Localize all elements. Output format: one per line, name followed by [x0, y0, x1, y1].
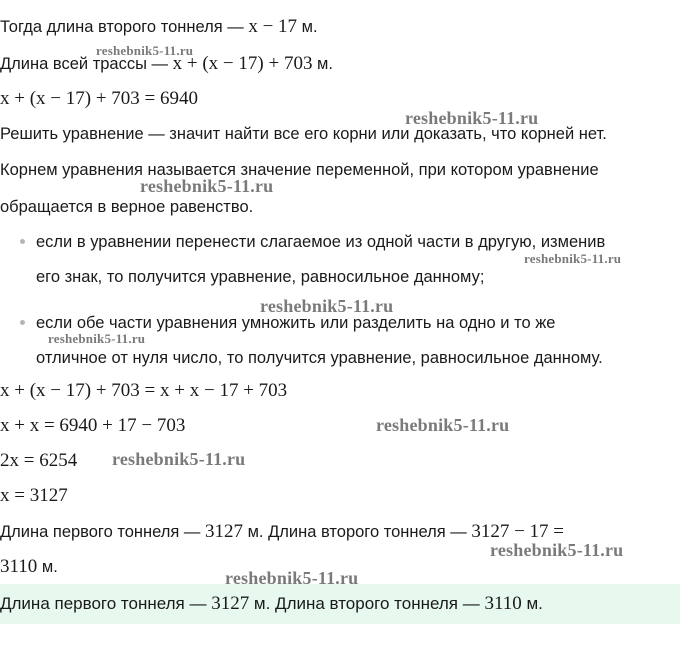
watermark: reshebnik5-11.ru [140, 176, 274, 196]
text: м. Длина второго тоннеля — [243, 523, 472, 541]
definition-line-1: Корнем уравнения называется значение переменной, при котором уравнение [0, 161, 599, 179]
unit: м. [37, 558, 58, 576]
watermark: reshebnik5-11.ru [524, 251, 622, 266]
watermark: reshebnik5-11.ru [112, 449, 246, 469]
bullet-2-line-2: отличное от нуля число, то получится уравнение, равносильное данному. [36, 349, 603, 367]
step-4: x = 3127 [0, 485, 68, 506]
math-value: 3110 [0, 556, 38, 577]
bullet-dot [20, 239, 25, 244]
unit: м. [297, 18, 318, 36]
unit: м. [312, 55, 333, 73]
result-line-1 [0, 521, 564, 543]
rule-text: Решить уравнение — значит найти все его корни или доказать, что корней нет. [0, 125, 607, 143]
watermark: reshebnik5-11.ru [260, 296, 394, 316]
watermark: reshebnik5-11.ru [96, 43, 194, 58]
watermark: reshebnik5-11.ru [48, 331, 146, 346]
text: м. Длина второго тоннеля — [249, 594, 485, 613]
watermark: reshebnik5-11.ru [405, 108, 539, 128]
answer-text [0, 593, 543, 615]
result-line-2 [0, 556, 58, 578]
text: Длина всей трассы — [0, 55, 173, 73]
math-value: 3110 [484, 593, 522, 614]
math-value: 3127 [211, 593, 250, 614]
bullet-1-line-2: его знак, то получится уравнение, равносильное данному; [36, 268, 485, 286]
bullet-1-line-1: если в уравнении перенести слагаемое из одной части в другую, изменив [36, 233, 606, 251]
math-value: 3127 [205, 521, 243, 542]
definition-line-2: обращается в верное равенство. [0, 198, 254, 216]
math-expression: x − 17 [248, 16, 298, 37]
watermark: reshebnik5-11.ru [376, 415, 510, 435]
step-2: x + x = 6940 + 17 − 703 [0, 415, 186, 436]
watermark: reshebnik5-11.ru [225, 568, 359, 588]
bullet-dot [20, 320, 25, 325]
text: Тогда длина второго тоннеля — [0, 18, 249, 36]
solution-line-second-tunnel [0, 16, 318, 38]
equation: x + (x − 17) + 703 = 6940 [0, 88, 199, 109]
text: Длина первого тоннеля — [0, 523, 205, 541]
math-expression: 3127 − 17 = [471, 521, 565, 542]
text: Длина первого тоннеля — [0, 594, 212, 613]
math-expression: x + (x − 17) + 703 [172, 53, 313, 74]
step-1: x + (x − 17) + 703 = x + x − 17 + 703 [0, 380, 288, 401]
step-3: 2x = 6254 [0, 450, 78, 471]
watermark: reshebnik5-11.ru [490, 540, 624, 560]
unit: м. [521, 594, 543, 613]
bullet-2-line-1: если обе части уравнения умножить или разделить на одно и то же [36, 314, 556, 332]
